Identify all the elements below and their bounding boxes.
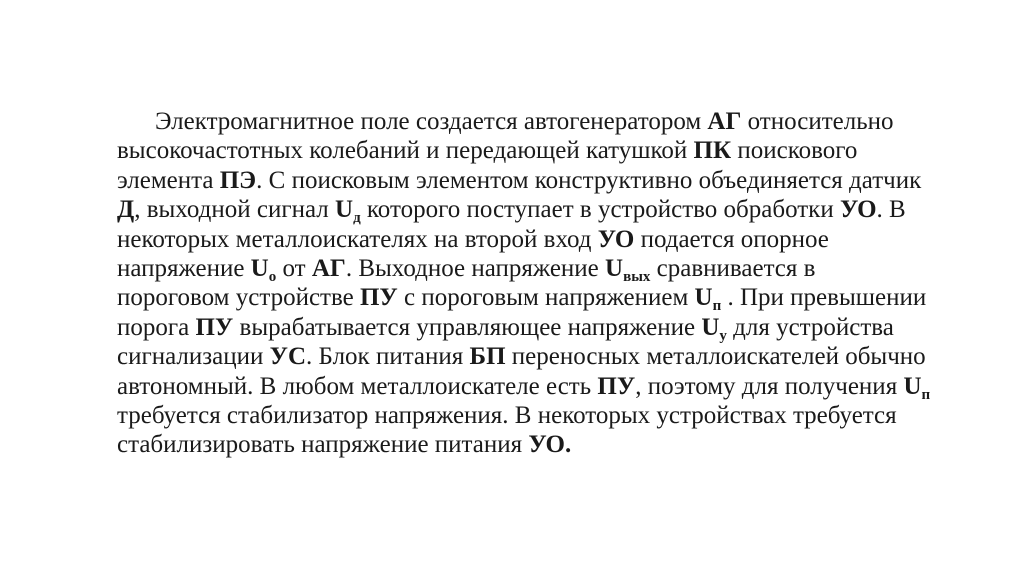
text-run: пороговом устройстве (117, 284, 360, 312)
text-run: стабилизировать напряжение питания (117, 431, 529, 459)
subscript-index: п (921, 386, 931, 403)
text-line (117, 166, 977, 195)
text-run: поискового (731, 137, 858, 165)
text-run: порога (117, 313, 196, 341)
bold-term: U (903, 372, 922, 400)
bold-term: УС (269, 343, 307, 371)
text-run: вырабатывается управляющее напряжение (233, 313, 702, 341)
bold-term: АГ (707, 108, 742, 135)
bold-term: ПК (693, 137, 732, 165)
text-run: . В (876, 196, 906, 224)
subscript-index: п (712, 298, 722, 315)
text-run: напряжение (117, 255, 251, 283)
bold-term: АГ (311, 255, 346, 283)
bold-term: ПУ (359, 284, 398, 312)
text-run: относительно (741, 108, 894, 135)
text-run: . Блок питания (306, 343, 470, 371)
text-run: . При превышении (721, 284, 927, 312)
bold-term: ПУ (195, 313, 234, 341)
text-line (117, 372, 977, 401)
bold-term: ПЭ (219, 166, 257, 194)
bold-term: УО (597, 225, 635, 253)
text-line (117, 401, 977, 430)
bold-term: Д (117, 196, 135, 224)
text-run: некоторых металлоискателях на второй вход (117, 225, 598, 253)
text-run: для устройства (726, 313, 894, 341)
bold-term: U (694, 284, 713, 312)
text-run: сравнивается в (650, 255, 816, 283)
bold-term: ПУ (597, 372, 636, 400)
text-run: сигнализации (117, 343, 270, 371)
subscript-index: у (719, 327, 727, 344)
text-run: Электромагнитное поле создается автогенератором (155, 108, 708, 135)
text-run: с пороговым напряжением (397, 284, 695, 312)
text-run: автономный. В любом металлоискателе есть (117, 372, 598, 400)
bold-term: U (701, 313, 720, 341)
bold-term: U (250, 255, 269, 283)
text-line (117, 195, 977, 227)
text-run: которого поступает в устройство обработки (360, 196, 840, 224)
text-line (117, 313, 977, 342)
text-run: элемента (117, 166, 220, 194)
text-line (117, 107, 977, 136)
bold-term: УО. (528, 431, 572, 459)
text-run: . С поисковым элементом конструктивно объединяется датчик (256, 166, 922, 194)
text-run: переносных металлоискателей обычно (505, 343, 926, 371)
paragraph-text (117, 107, 977, 460)
text-line (117, 225, 977, 254)
bold-term: УО (839, 196, 877, 224)
subscript-index: вых (623, 269, 651, 286)
text-run: подается опорное (634, 225, 829, 253)
bold-term: U (605, 255, 624, 283)
text-run: высокочастотных колебаний и передающей катушкой (117, 137, 694, 165)
text-run: , выходной сигнал (134, 196, 336, 224)
text-run: , поэтому для получения (635, 372, 904, 400)
bold-term: БП (469, 343, 506, 371)
text-line (117, 342, 977, 371)
text-line (117, 283, 977, 315)
text-line (117, 430, 977, 459)
text-run: требуется стабилизатор напряжения. В некоторых устройствах требуется (117, 402, 897, 430)
text-line (117, 254, 977, 286)
subscript-index: д (353, 210, 361, 227)
text-run: . Выходное напряжение (345, 255, 606, 283)
bold-term: U (335, 196, 354, 224)
text-line (117, 136, 977, 165)
text-run: от (276, 255, 312, 283)
subscript-index: о (268, 269, 277, 286)
